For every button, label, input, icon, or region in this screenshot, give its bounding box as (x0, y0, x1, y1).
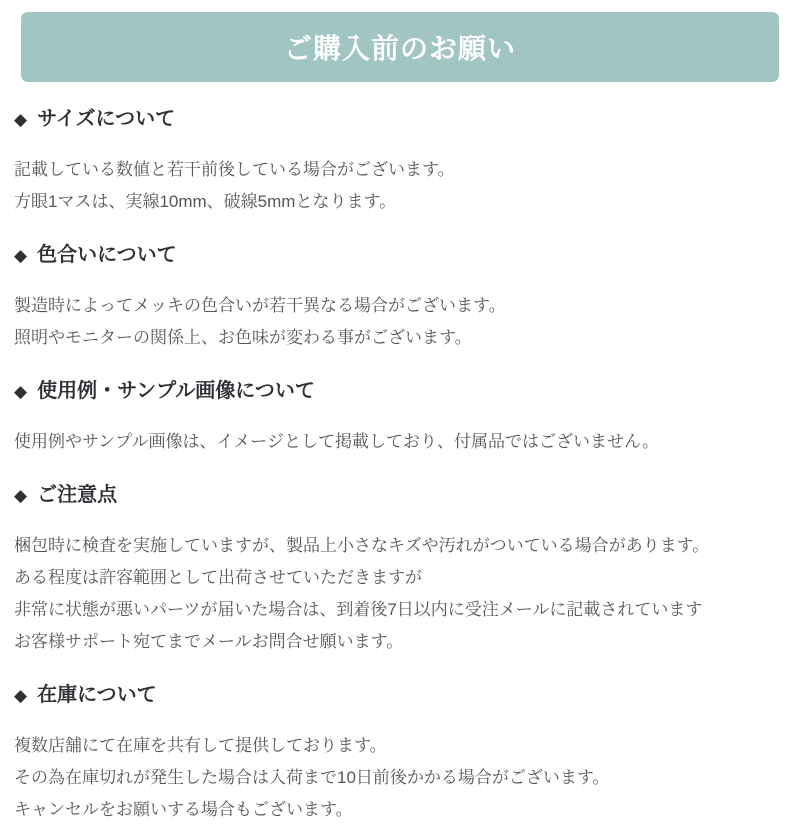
body-line: 複数店舗にて在庫を共有して提供しております。 (14, 736, 387, 755)
diamond-bullet-icon: ◆ (14, 686, 28, 705)
diamond-bullet-icon: ◆ (14, 246, 28, 265)
body-line: キャンセルをお願いする場合もございます。 (14, 800, 353, 819)
section-heading-text: サイズについて (37, 108, 176, 130)
section-body-cautions (14, 530, 780, 658)
section-color (14, 242, 780, 354)
diamond-bullet-icon: ◆ (14, 110, 28, 129)
body-line: 非常に状態が悪いパーツが届いた場合は、到着後7日以内に受注メールに記載されています (14, 600, 703, 619)
section-heading-sample-images (14, 378, 780, 405)
section-body-size (14, 154, 780, 218)
body-line: その為在庫切れが発生した場合は入荷まで10日前後かかる場合がございます。 (14, 768, 610, 787)
section-body-sample-images (14, 426, 780, 458)
section-heading-cautions (14, 482, 780, 509)
body-line: 梱包時に検査を実施していますが、製品上小さなキズや汚れがついている場合があります。 (14, 536, 710, 555)
body-line: 製造時によってメッキの色合いが若干異なる場合がございます。 (14, 296, 506, 315)
page-title: ご購入前のお願い (283, 33, 516, 64)
body-line: 方眼1マスは、実線10mm、破線5mmとなります。 (14, 192, 397, 211)
body-line: 記載している数値と若干前後している場合がございます。 (14, 160, 455, 179)
body-line: お客様サポート宛てまでメールお問合せ願います。 (14, 632, 404, 651)
section-heading-color (14, 242, 780, 269)
section-body-stock (14, 730, 780, 826)
body-line: ある程度は許容範囲として出荷させていただきますが (14, 568, 422, 587)
diamond-bullet-icon: ◆ (14, 486, 28, 505)
section-heading-text: 使用例・サンプル画像について (37, 380, 315, 402)
section-body-color (14, 290, 780, 354)
body-line: 照明やモニターの関係上、お色味が変わる事がございます。 (14, 328, 472, 347)
body-line: 使用例やサンプル画像は、イメージとして掲載しており、付属品ではございません。 (14, 432, 659, 451)
section-cautions (14, 482, 780, 658)
section-heading-text: 色合いについて (37, 244, 177, 266)
section-heading-text: ご注意点 (37, 484, 118, 506)
section-heading-stock (14, 682, 780, 709)
section-heading-size (14, 106, 780, 133)
diamond-bullet-icon: ◆ (14, 382, 28, 401)
section-heading-text: 在庫について (37, 684, 157, 706)
section-stock (14, 682, 780, 826)
page-title-banner (21, 12, 779, 82)
section-size (14, 106, 780, 218)
notice-content (0, 106, 800, 826)
section-sample-images (14, 378, 780, 458)
purchase-notice-page (0, 12, 800, 819)
